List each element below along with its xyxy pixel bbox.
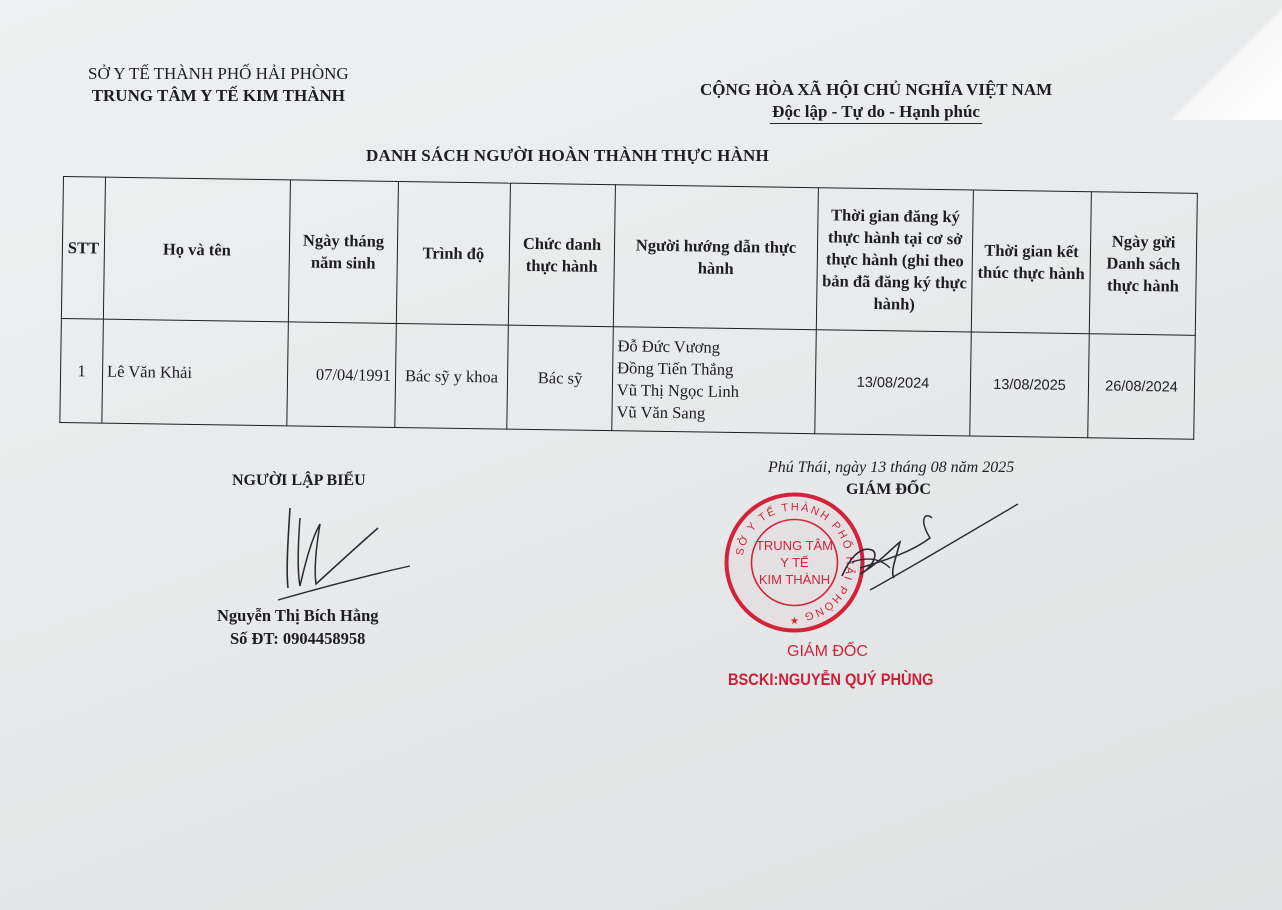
cell-qualification: Bác sỹ y khoa (395, 323, 509, 429)
seal-center-line: Y TẾ (780, 555, 809, 570)
preparer-signature (270, 500, 420, 605)
practice-list-table-wrap (59, 176, 1197, 440)
seal-ring-text: SỞ Y TẾ THÀNH PHỐ HẢI PHÒNG (733, 501, 856, 623)
mentor-name: Đồng Tiến Thắng (617, 357, 734, 379)
cell-date-of-birth: 07/04/1991 (287, 322, 397, 428)
header-stt: STT (61, 177, 105, 320)
seal-star-icon: ★ (790, 616, 799, 627)
seal-center-line: KIM THÀNH (758, 572, 831, 587)
director-signature (830, 498, 1030, 598)
mentor-name: Đỗ Đức Vương (617, 335, 721, 357)
header-date-of-birth: Ngày tháng năm sinh (288, 180, 398, 324)
organization-name: TRUNG TÂM Y TẾ KIM THÀNH (91, 86, 345, 105)
stamp-director-name: BSCKI:NGUYỄN QUÝ PHÙNG (728, 670, 934, 689)
national-motto: Độc lập - Tự do - Hạnh phúc (770, 102, 982, 124)
cell-full-name: Lê Văn Khải (102, 319, 289, 426)
place-and-date: Phú Thái, ngày 13 tháng 08 năm 2025 (768, 459, 1015, 476)
header-qualification: Trình độ (396, 181, 510, 325)
practice-list-table (59, 176, 1198, 440)
header-left (88, 64, 349, 106)
cell-practice-title: Bác sỹ (507, 325, 614, 431)
header-full-name: Họ và tên (103, 177, 290, 322)
mentor-name: Vũ Văn Sang (616, 401, 706, 423)
mentor-name: Vũ Thị Ngọc Linh (616, 379, 740, 401)
header-right (700, 80, 1052, 124)
seal-center-line: TRUNG TÂM (755, 538, 834, 553)
preparer-name: Nguyễn Thị Bích Hằng (217, 606, 379, 625)
header-end-date: Thời gian kết thúc thực hành (971, 190, 1091, 334)
header-submission-date: Ngày gửi Danh sách thực hành (1089, 192, 1197, 336)
header-registration-period: Thời gian đăng ký thực hành tại cơ sở thực hành (ghi theo bản đã đăng ký thực hành) (816, 188, 973, 332)
document-title: DANH SÁCH NGƯỜI HOÀN THÀNH THỰC HÀNH (366, 146, 769, 165)
cell-stt: 1 (60, 318, 104, 423)
preparer-title: NGƯỜI LẬP BIỂU (232, 472, 366, 489)
header-mentor: Người hướng dẫn thực hành (613, 185, 818, 330)
cell-submission-date: 26/08/2024 (1088, 334, 1196, 440)
paper-fold-shadow (1132, 0, 1282, 120)
country-name: CỘNG HÒA XÃ HỘI CHỦ NGHĨA VIỆT NAM (700, 80, 1053, 99)
preparer-phone: Số ĐT: 0904458958 (230, 629, 366, 648)
director-title: GIÁM ĐỐC (846, 481, 931, 498)
stamp-position-title: GIÁM ĐỐC (787, 643, 868, 660)
table-header-row (61, 177, 1197, 336)
cell-mentors (612, 327, 817, 434)
header-practice-title: Chức danh thực hành (508, 183, 615, 327)
table-row (60, 318, 1195, 439)
cell-end-date: 13/08/2025 (970, 332, 1090, 438)
department-name: SỞ Y TẾ THÀNH PHỐ HẢI PHÒNG (88, 64, 349, 83)
cell-registration-date: 13/08/2024 (815, 330, 972, 436)
